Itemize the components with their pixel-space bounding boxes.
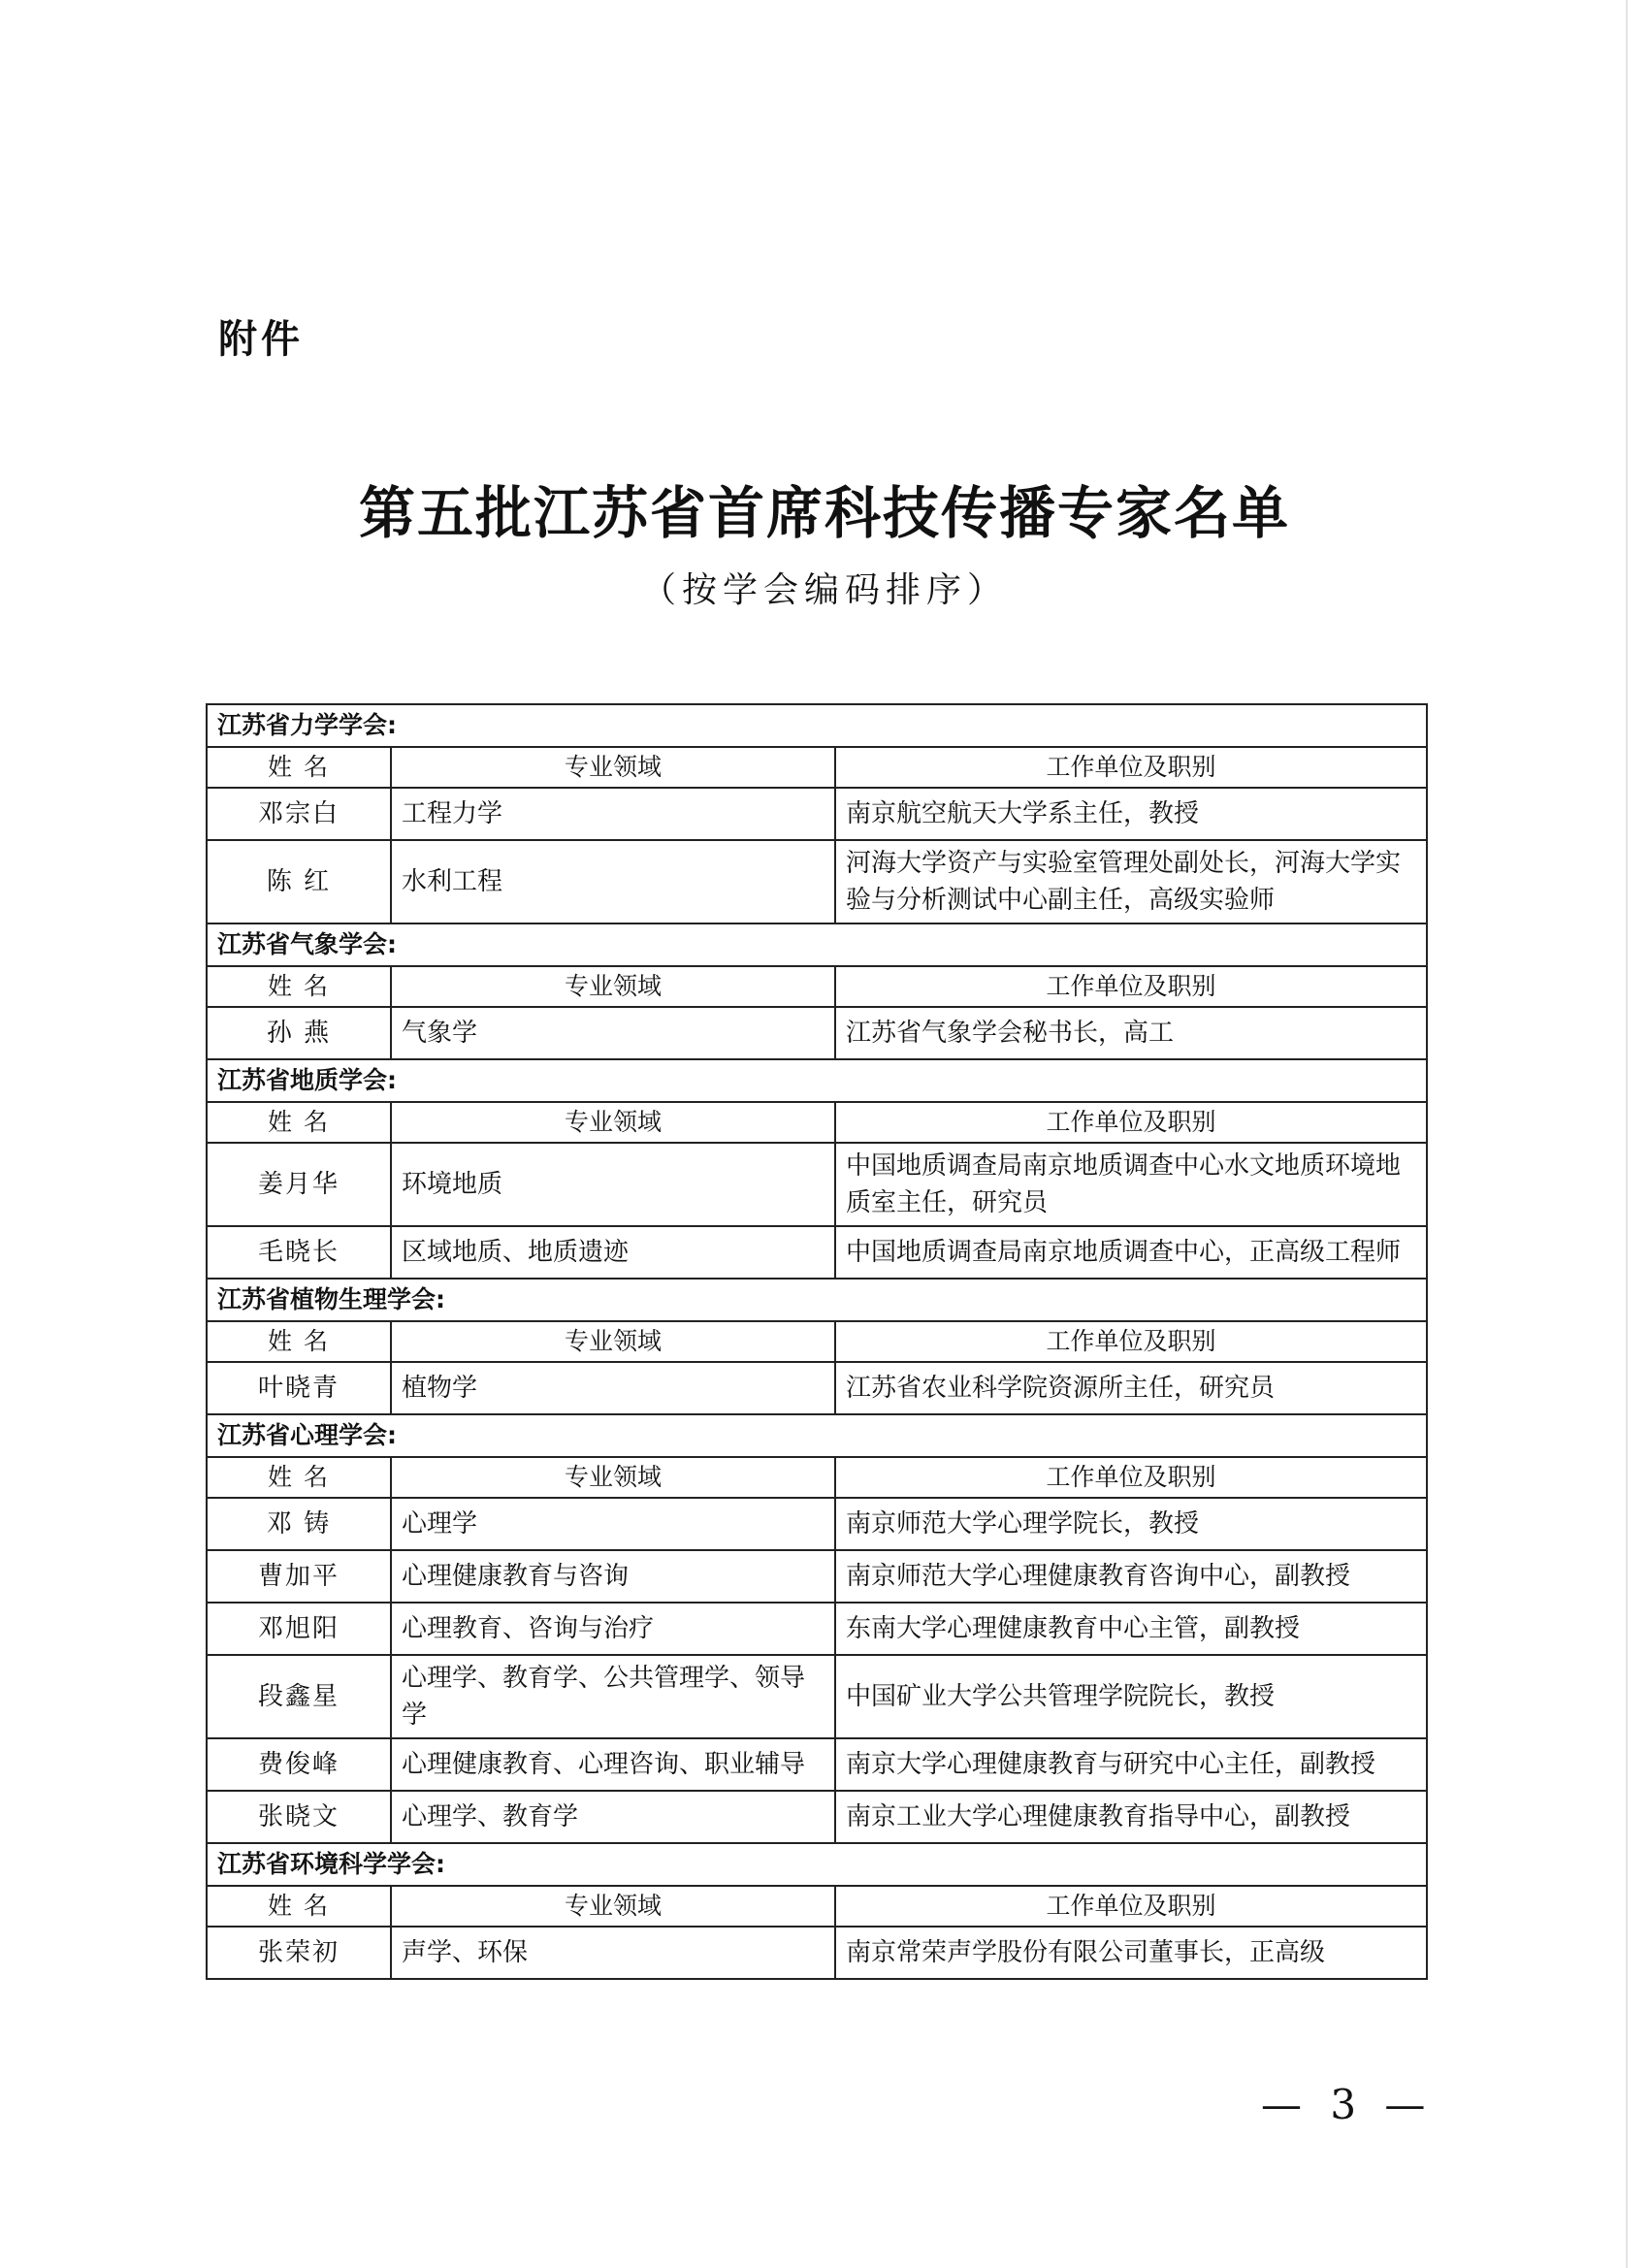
header-name: 姓 名: [207, 1457, 391, 1498]
expert-field: 水利工程: [391, 840, 835, 923]
expert-row: [207, 1498, 1427, 1550]
header-unit: 工作单位及职别: [835, 966, 1427, 1007]
society-name: 江苏省气象学会:: [207, 923, 1427, 966]
society-name: 江苏省力学学会:: [207, 704, 1427, 747]
header-name: 姓 名: [207, 1321, 391, 1362]
header-field: 专业领域: [391, 747, 835, 788]
expert-field: 工程力学: [391, 788, 835, 840]
header-unit: 工作单位及职别: [835, 1321, 1427, 1362]
column-header-row: [207, 1457, 1427, 1498]
expert-field: 区域地质、地质遗迹: [391, 1226, 835, 1279]
expert-row: [207, 788, 1427, 840]
expert-name: 邓 铸: [207, 1498, 391, 1550]
expert-name: 陈 红: [207, 840, 391, 923]
expert-field: 心理教育、咨询与治疗: [391, 1603, 835, 1655]
expert-field: 心理健康教育、心理咨询、职业辅导: [391, 1738, 835, 1791]
expert-field: 植物学: [391, 1362, 835, 1414]
expert-name: 毛晓长: [207, 1226, 391, 1279]
expert-unit: 中国地质调查局南京地质调查中心水文地质环境地质室主任，研究员: [835, 1143, 1427, 1226]
header-unit: 工作单位及职别: [835, 1102, 1427, 1143]
expert-name: 段鑫星: [207, 1655, 391, 1738]
expert-row: [207, 1927, 1427, 1979]
expert-row: [207, 1226, 1427, 1279]
expert-row: [207, 1738, 1427, 1791]
page-title: 第五批江苏省首席科技传播专家名单: [358, 480, 1290, 546]
column-header-row: [207, 747, 1427, 788]
column-header-row: [207, 966, 1427, 1007]
header-name: 姓 名: [207, 747, 391, 788]
expert-unit: 东南大学心理健康教育中心主管，副教授: [835, 1603, 1427, 1655]
header-field: 专业领域: [391, 966, 835, 1007]
expert-unit: 南京常荣声学股份有限公司董事长，正高级: [835, 1927, 1427, 1979]
column-header-row: [207, 1102, 1427, 1143]
society-name: 江苏省植物生理学会:: [207, 1279, 1427, 1321]
header-unit: 工作单位及职别: [835, 747, 1427, 788]
expert-name: 叶晓青: [207, 1362, 391, 1414]
expert-row: [207, 1007, 1427, 1059]
page-number: — 3 —: [1261, 2081, 1434, 2128]
expert-unit: 中国矿业大学公共管理学院院长，教授: [835, 1655, 1427, 1738]
society-row: [207, 1414, 1427, 1457]
header-field: 专业领域: [391, 1102, 835, 1143]
society-row: [207, 923, 1427, 966]
expert-row: [207, 1143, 1427, 1226]
expert-unit: 南京师范大学心理学院长，教授: [835, 1498, 1427, 1550]
expert-unit: 南京师范大学心理健康教育咨询中心，副教授: [835, 1550, 1427, 1603]
expert-unit: 江苏省气象学会秘书长，高工: [835, 1007, 1427, 1059]
expert-field: 心理学、教育学、公共管理学、领导学: [391, 1655, 835, 1738]
expert-field: 心理学: [391, 1498, 835, 1550]
expert-unit: 河海大学资产与实验室管理处副处长，河海大学实验与分析测试中心副主任，高级实验师: [835, 840, 1427, 923]
expert-name: 邓旭阳: [207, 1603, 391, 1655]
expert-row: [207, 1550, 1427, 1603]
header-field: 专业领域: [391, 1321, 835, 1362]
expert-row: [207, 1655, 1427, 1738]
expert-roster-table: [206, 703, 1428, 1980]
expert-field: 气象学: [391, 1007, 835, 1059]
expert-unit: 江苏省农业科学院资源所主任，研究员: [835, 1362, 1427, 1414]
header-field: 专业领域: [391, 1886, 835, 1927]
society-name: 江苏省环境科学学会:: [207, 1843, 1427, 1886]
column-header-row: [207, 1886, 1427, 1927]
society-row: [207, 704, 1427, 747]
expert-unit: 南京航空航天大学系主任，教授: [835, 788, 1427, 840]
society-name: 江苏省地质学会:: [207, 1059, 1427, 1102]
attachment-label: 附件: [218, 317, 304, 362]
page-subtitle: （按学会编码排序）: [640, 570, 1008, 610]
expert-name: 姜月华: [207, 1143, 391, 1226]
society-row: [207, 1279, 1427, 1321]
header-unit: 工作单位及职别: [835, 1886, 1427, 1927]
column-header-row: [207, 1321, 1427, 1362]
header-field: 专业领域: [391, 1457, 835, 1498]
expert-name: 张荣初: [207, 1927, 391, 1979]
expert-field: 声学、环保: [391, 1927, 835, 1979]
header-unit: 工作单位及职别: [835, 1457, 1427, 1498]
expert-name: 孙 燕: [207, 1007, 391, 1059]
expert-unit: 南京工业大学心理健康教育指导中心，副教授: [835, 1791, 1427, 1843]
header-name: 姓 名: [207, 1886, 391, 1927]
expert-name: 张晓文: [207, 1791, 391, 1843]
expert-name: 曹加平: [207, 1550, 391, 1603]
society-row: [207, 1059, 1427, 1102]
expert-row: [207, 1791, 1427, 1843]
expert-row: [207, 1362, 1427, 1414]
expert-field: 环境地质: [391, 1143, 835, 1226]
expert-field: 心理健康教育与咨询: [391, 1550, 835, 1603]
header-name: 姓 名: [207, 966, 391, 1007]
header-name: 姓 名: [207, 1102, 391, 1143]
expert-name: 邓宗白: [207, 788, 391, 840]
expert-unit: 中国地质调查局南京地质调查中心，正高级工程师: [835, 1226, 1427, 1279]
scan-edge-line: [1626, 0, 1628, 2268]
expert-field: 心理学、教育学: [391, 1791, 835, 1843]
society-name: 江苏省心理学会:: [207, 1414, 1427, 1457]
expert-row: [207, 1603, 1427, 1655]
expert-name: 费俊峰: [207, 1738, 391, 1791]
expert-unit: 南京大学心理健康教育与研究中心主任，副教授: [835, 1738, 1427, 1791]
expert-row: [207, 840, 1427, 923]
society-row: [207, 1843, 1427, 1886]
